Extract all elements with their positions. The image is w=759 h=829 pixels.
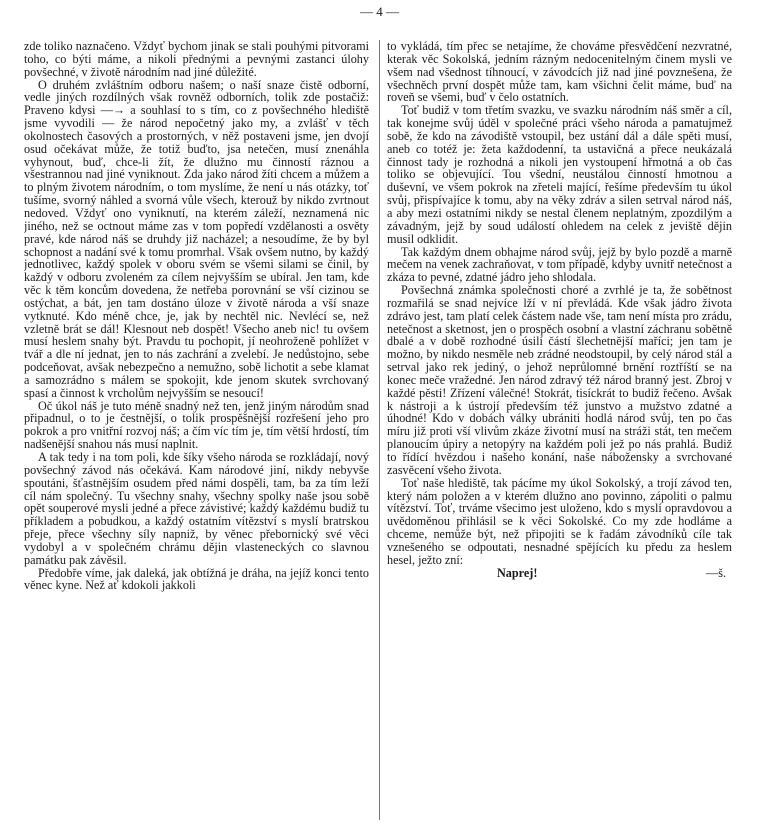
paragraph: zde toliko naznačeno. Vždyť bychom jinak se stali pouhými pitvorami toho, co býti máme, a nikoli přednými a pevnými zastanci úlohy povšechné, v životě národním nad jiné důležité.	[24, 40, 369, 79]
paragraph: O druhém zvláštním odboru našem; o naší snaze čistě odborní, vedle jiných rozdílných však rovněž odborních, tolik zde postačiž: Praveno kdysi —→ a souhlasí to s tím, co z povšechného hlediště jsme vyvodili — že národ nepočetný jako my, a zvlášť v těch okolnostech časových a prostorných, v něž postaveni jsme, jen dvojí osud očekávat může, že totiž buďto, jsa netečen, musí znenáhla vyhynout, buď, chce-li žít, že dlužno mu činností ráznou a všestrannou nad jiné vyniknout. Zda jako národ žíti chcem a můžem a to plným životem národním, o tom myslíme, že není u nás otázky, toť tušíme, svorný náhled a svorná vůle všech, kterouž by nikdo zvrtnout nedoved. Vždyť ono vyniknutí, na kterém záleží, neznamená nic jiného, než se octnout máme zas v tom popředí vzdělanosti a osvěty pravé, kde národ náš se druhdy již nacházel; a nesoudíme, že by byl schopnost a nadání své k tomu promrhal. Však ovšem nutno, by každý jednotlivec, každý spolek v oboru svém se všemi silami se činil, by každý v odboru zvoleném za cílem nejvyšším se ubíral. Jen tam, kde věc k těm koncům dovedena, že netřeba porovnání se vší cizinou se ostýchat, a bát, jen tam dostáno úloze v životě národa a vší snaze vytknuté. Kdo méně chce, je, jak by nechtěl nic. Nevlécí se, než vzletně brát se dál! Klesnout neb dospět! Všecho aneb nic! tu ovšem musí heslem snahy být. Pravdu tu pochopit, jí neohroženě pohlížet v tvář a dle ní jednat, jen to nás zachrání a zvelebí. Je nedůstojno, sebe podceňovat, avšak nebezpečno a nemužno, sobě lichotit a sebe klamat a samozrádno s málem se spokojit, kde jenom skutek svrchovaný spasí a činnost k vrcholům nejvyšším se nesoucí!	[24, 77, 369, 400]
paragraph: Tak každým dnem obhajme národ svůj, jejž by bylo pozdě a marně mečem na venek zachraňovat, v tom případě, kdyby uvnitř netečnost a zkáza to pevné, zdatné jádro jeho shlodala.	[387, 244, 732, 285]
paragraph: Oč úkol náš je tuto méně snadný než ten, jenž jiným národům snad připadnul, o to je čestnější, o tolik prospěšnější rozřešení jeho pro pokrok a pro vnitřní rozvoj náš; a čím víc tím je, tím větší hrdostí, tím nadšenější snahou nás musí naplnit.	[24, 398, 369, 452]
closing-exclamation: Naprej!	[497, 565, 538, 580]
author-signature: —š.	[706, 565, 726, 580]
right-column	[387, 40, 732, 825]
paragraph: Toť budiž v tom třetím svazku, ve svazku národním náš směr a cíl, tak konejme svůj úděl v společné práci všeho národa a pamatujmež sobě, že kdo na závodiště vstoupil, bez ustání dál a dále spěti musí, aneb co totéž je: žeta každodenní, ta ustavičná a přece neukázalá činnost tady je rozhodná a nikoli jen vystoupení hřmotná a ob čas toliko se objevující. Tou všední, neustálou činností hmotnou a duševní, ve všem pokrok na zřeteli mající, řešíme především tu úkol svůj, přispívajíce k tomu, aby na věky zdráv a silen setrval národ náš, a aby mezi ostatními nikdy se nestal členem neplatným, zpozdilým a závadným, jejž by soud událostí ohledem na celek z jeviště dějin musil odklidit.	[387, 103, 732, 246]
paragraph: to vykládá, tím přec se netajíme, že chováme přesvědčení nezvratné, kterak věc Sokolská, jedním rázným nedocenitelným činem mysli ve všem nad všednost tíhnoucí, v závodcích již nad jiné povznešena, že všechněch první dospět může tam, kam všichni čelit máme, buď na roveň se všemi, buď v čelo ostatních.	[387, 40, 732, 105]
closing-line	[387, 567, 732, 580]
paragraph: Povšechná známka společnosti choré a zvrhlé je ta, že sobětnost rozmařilá se snad nejvíce lží v ní převládá. Kde však jádro života zdrávo jest, tam platí celek částem nade vše, tam není místa pro zrádu, netečnost a sketnost, jen o prospěch osobní a vlastní záchranu sobětně dbalé a v době rozhodné úsilí částí šlechetnější maříci; jen tam je možno, by nikdo nesměle neb zrádné neodstoupil, by celý národ stál a setrval jako rek jediný, o jehož neprůlomné brnění roztříští se na konec meče vražedné. Jen národ zdravý též národ branný jest. Zbroj v každé pěsti! Zřízení válečné! Stokrát, tisíckrát to budiž řečeno. Avšak k nástroji a k ústrojí především též junstvo a mužstvo zdatné a úhodné! Kdo v dobách války ubrániti hodlá národ svůj, ten po čas míru již proti vší vlivům zkáze životní musí na stráži stát, ten mečem planoucím úpiry a netopýry na každém poli jež po nás prahlá. Budiž to řídící hvězdou i našeho konání, naše nábožensky a svrchované zasvěcení všeho života.	[387, 283, 732, 477]
paragraph: Předobře víme, jak daleká, jak obtížná je dráha, na jejíž konci tento věnec kyne. Než ať kdokoli jakkoli	[24, 565, 369, 593]
column-divider	[379, 40, 380, 820]
left-column	[24, 40, 369, 825]
paragraph: A tak tedy i na tom poli, kde šíky všeho národa se rozkládají, nový povšechný závod nás očekává. Kam národové jiní, nikdy nebyvše spoutáni, šťastnějším osudem před námi dospěli, tam, ba za tím leží cíl nám společný. Tu všechny snahy, všechny spolky naše jsou sobě opět souperové mysli jedné a přece závistivé; každý každému budiž tu příkladem a pobudkou, a každý ostatním vítězství s myslí bratrskou přeje, přece všechny síly napniž, by věnec přebornický své věci vydobyl a v společném chrámu dějin vlasteneckých co slavnou památku pak závěsil.	[24, 450, 369, 567]
page-number: — 4 —	[360, 4, 399, 19]
paragraph: Toť naše hlediště, tak pácíme my úkol Sokolský, a trojí závod ten, který nám položen a v kterém dlužno ano povinno, zápoliti o palmu vítězství. Toť, trváme všecimo jest uloženo, kdo s myslí opravdovou a uvědoměnou přihlásil se k věci Sokolské. Co my zde hodláme a chceme, nemůže být, než připojiti se k řadám závodníků cíle tak vznešeného se odpoutati, nesnadné spějících ku předu za heslem hesel, ježto zní:	[387, 475, 732, 567]
